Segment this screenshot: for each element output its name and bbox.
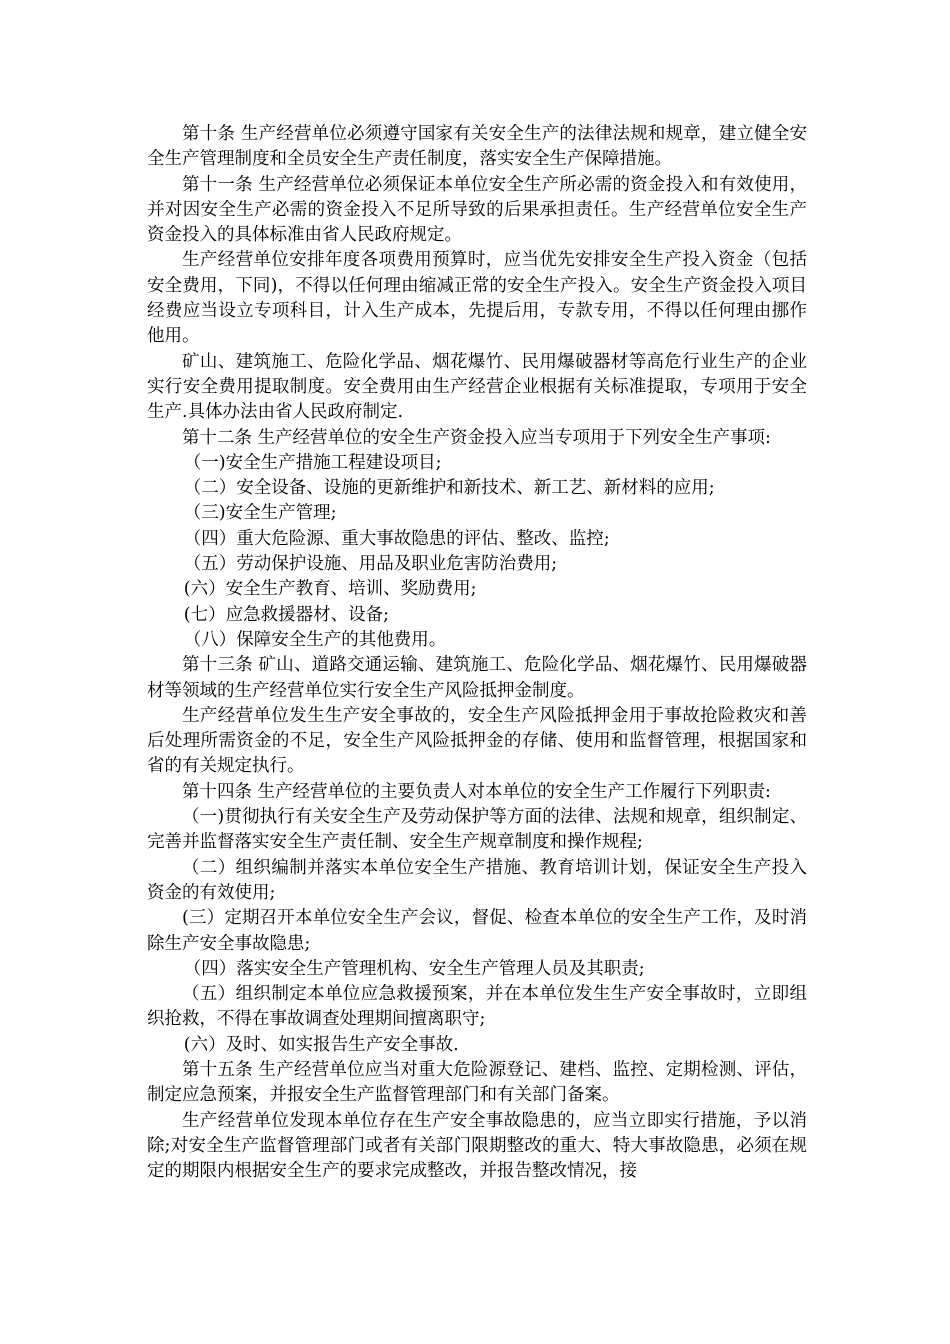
article-15-paragraph-2: 生产经营单位发现本单位存在生产安全事故隐患的，应当立即实行措施，予以消除;对安全生产监督管理部门或者有关部门限期整改的重大、特大事故隐患，必须在规定的期限内根据安全生产的要求完成整改，并报告整改情况，接 <box>147 1110 807 1182</box>
article-14-item-3: (三）定期召开本单位安全生产会议，督促、检查本单位的安全生产工作，及时消除生产安全事故隐患; <box>147 908 807 954</box>
article-12-item-2: （二）安全设备、设施的更新维护和新技术、新工艺、新材料的应用; <box>183 478 715 499</box>
article-11-paragraph-2: 生产经营单位安排年度各项费用预算时，应当优先安排安全生产投入资金（包括安全费用，下同)，不得以任何理由缩减正常的安全生产投入。安全生产资金投入项目经费应当设立专项科目，计入生产成本，先提后用，专款专用，不得以任何理由挪作他用。 <box>147 250 807 347</box>
article-12-item-4: （四）重大危险源、重大事故隐患的评估、整改、监控; <box>183 528 610 549</box>
article-14-item-6: (六）及时、如实报告生产安全事故. <box>183 1034 459 1055</box>
article-12-item-3: （三)安全生产管理; <box>183 503 337 524</box>
article-14-item-2: （二）组织编制并落实本单位安全生产措施、教育培训计划，保证安全生产投入资金的有效使用; <box>147 857 807 903</box>
article-12: 第十二条 生产经营单位的安全生产资金投入应当专项用于下列安全生产事项: <box>182 427 771 448</box>
article-12-item-5: （五）劳动保护设施、用品及职业危害防治费用; <box>183 554 558 575</box>
article-14-item-5: （五）组织制定本单位应急救援预案，并在本单位发生生产安全事故时，立即组织抢救，不得在事故调查处理期间擅离职守; <box>147 984 807 1030</box>
article-14: 第十四条 生产经营单位的主要负责人对本单位的安全生产工作履行下列职责: <box>182 781 771 802</box>
article-11: 第十一条 生产经营单位必须保证本单位安全生产所必需的资金投入和有效使用，并对因安全生产必需的资金投入不足所导致的后果承担责任。生产经营单位安全生产资金投入的具体标准由省人民政府规定。 <box>147 174 807 246</box>
document-page <box>147 122 807 1184</box>
article-11-paragraph-3: 矿山、建筑施工、危险化学品、烟花爆竹、民用爆破器材等高危行业生产的企业实行安全费用提取制度。安全费用由生产经营企业根据有关标准提取，专项用于安全生产.具体办法由省人民政府制定. <box>147 351 807 423</box>
article-14-item-4: （四）落实安全生产管理机构、安全生产管理人员及其职责; <box>183 958 645 979</box>
article-15: 第十五条 生产经营单位应当对重大危险源登记、建档、监控、定期检测、评估，制定应急预案，并报安全生产监督管理部门和有关部门备案。 <box>147 1059 807 1106</box>
article-12-item-1: （一)安全生产措施工程建设项目; <box>183 452 442 473</box>
article-14-item-1: （一)贯彻执行有关安全生产及劳动保护等方面的法律、法规和规章，组织制定、完善并监督落实安全生产责任制、安全生产规章制度和操作规程; <box>147 807 807 853</box>
article-13: 第十三条 矿山、道路交通运输、建筑施工、危险化学品、烟花爆竹、民用爆破器材等领域的生产经营单位实行安全生产风险抵押金制度。 <box>147 655 807 701</box>
article-10: 第十条 生产经营单位必须遵守国家有关安全生产的法律法规和规章，建立健全安全生产管理制度和全员安全生产责任制度，落实安全生产保障措施。 <box>147 124 807 170</box>
article-12-item-8: （八）保障安全生产的其他费用。 <box>183 629 447 650</box>
article-13-paragraph-2: 生产经营单位发生生产安全事故的，安全生产风险抵押金用于事故抢险救灾和善后处理所需资金的不足，安全生产风险抵押金的存储、使用和监督管理，根据国家和省的有关规定执行。 <box>147 705 807 777</box>
article-12-item-6: (六）安全生产教育、培训、奖励费用; <box>183 579 477 600</box>
article-12-item-7: (七）应急救援器材、设备; <box>183 604 389 625</box>
